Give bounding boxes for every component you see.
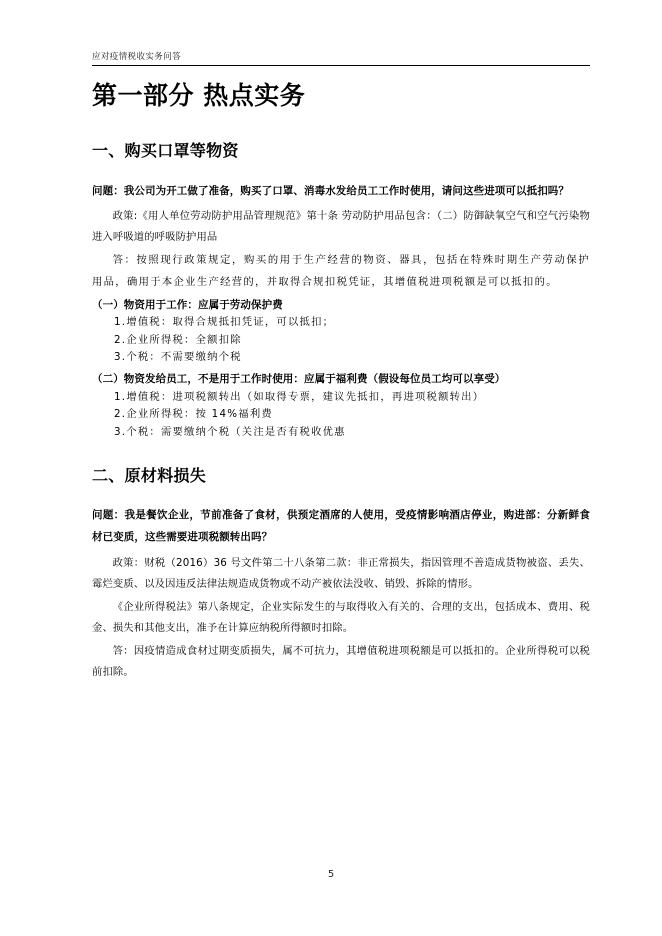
question-paragraph-1: 问题：我公司为开工做了准备，购买了口罩、消毒水发给员工工作时使用，请问这些进项可以抵扣吗？	[92, 185, 569, 198]
section-heading-2: 二、原材料损失	[92, 465, 207, 485]
answer-paragraph-1: 答：按照现行政策规定，购买的用于生产经营的物资、器具，包括在特殊时期生产劳动保护用品，确用于本企业生产经营的，并取得合规扣税凭证，其增值税进项税额是可以抵扣的。	[92, 254, 590, 288]
policy-paragraph-2b: 《企业所得税法》第八条规定，企业实际发生的与取得收入有关的、合理的支出，包括成本、费用、税金、损失和其他支出，准予在计算应纳税所得额时扣除。	[92, 600, 590, 634]
list-item: 2.企业所得税：按 14%福利费	[114, 408, 273, 421]
subsection-title-1a: （一）物资用于工作：应属于劳动保护费	[92, 298, 283, 311]
list-item: 2.企业所得税：全额扣除	[114, 333, 242, 346]
subsection-title-1b: （二）物资发给员工，不是用于工作时使用：应属于福利费（假设每位员工均可以享受）	[92, 373, 506, 386]
header-divider	[92, 65, 590, 66]
subsection-list-1b	[92, 389, 590, 442]
list-item: 1.增值税：进项税额转出（如取得专票，建议先抵扣，再进项税额转出）	[114, 390, 485, 403]
question-paragraph-2: 问题：我是餐饮企业，节前准备了食材，供预定酒席的人使用，受疫情影响酒店停业，购进部：分新鲜食材已变质，这些需要进项税额转出吗？	[92, 509, 590, 544]
list-item: 1.增值税：取得合规抵扣凭证，可以抵扣；	[114, 316, 335, 329]
policy-paragraph-1: 政策:《用人单位劳动防护用品管理规范》第十条 劳动防护用品包含：（二）防御缺氧空气和空气污染物进入呼吸道的呼吸防护用品	[92, 210, 590, 244]
answer-paragraph-2: 答：因疫情造成食材过期变质损失，属不可抗力，其增值税进项税额是可以抵扣的。企业所得税可以税前扣除。	[92, 644, 590, 678]
page-title: 第一部分 热点实务	[92, 81, 306, 111]
list-item: 3.个税：需要缴纳个税（关注是否有税收优惠	[114, 425, 346, 438]
subsection-list-1a	[92, 314, 590, 367]
page-number: 5	[327, 869, 335, 880]
list-item: 3.个税：不需要缴纳个税	[114, 351, 242, 364]
policy-paragraph-2: 政策：财税（2016）36 号文件第二十八条第二款：非正常损失，指因管理不善造成货物被盗、丢失、霉烂变质、以及因违反法律法规造成货物或不动产被依法没收、销毁、拆除的情形。	[92, 556, 590, 590]
running-header: 应对疫情税收实务问答	[92, 52, 182, 62]
section-heading-1: 一、购买口罩等物资	[92, 141, 239, 161]
